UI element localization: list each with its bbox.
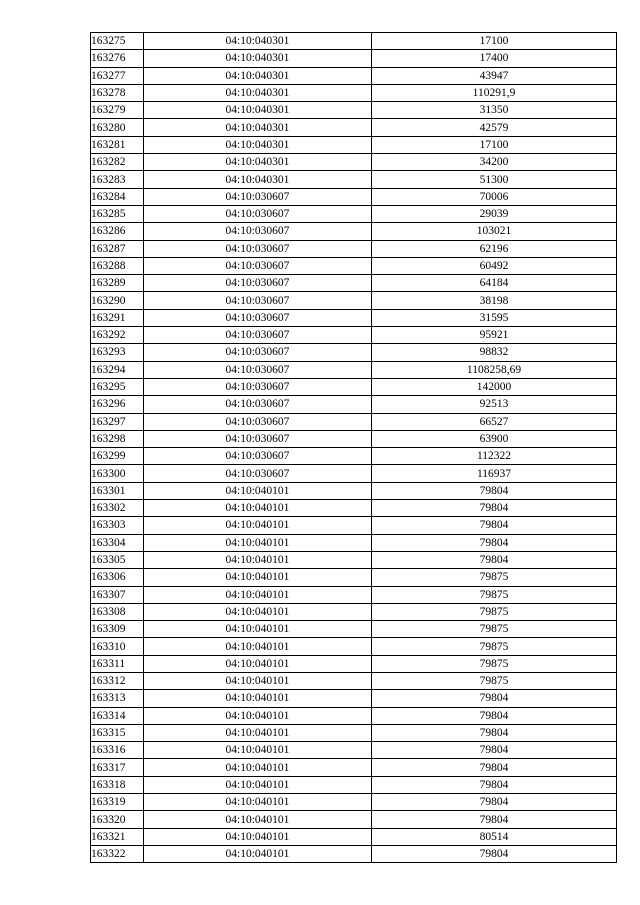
data-table: [90, 32, 617, 863]
cadastral-code-cell: 04:10:040101: [144, 500, 372, 517]
cadastral-code-cell: 04:10:040101: [144, 672, 372, 689]
value-cell: 31350: [372, 102, 617, 119]
value-cell: 79875: [372, 672, 617, 689]
row-id-cell: 163280: [91, 119, 144, 136]
row-id-cell: 163285: [91, 205, 144, 222]
value-cell: 79875: [372, 586, 617, 603]
cadastral-code-cell: 04:10:040101: [144, 482, 372, 499]
table-row: [91, 638, 617, 655]
row-id-cell: 163293: [91, 344, 144, 361]
cadastral-code-cell: 04:10:040101: [144, 690, 372, 707]
row-id-cell: 163289: [91, 275, 144, 292]
value-cell: 34200: [372, 154, 617, 171]
value-cell: 38198: [372, 292, 617, 309]
cadastral-code-cell: 04:10:040101: [144, 724, 372, 741]
table-row: [91, 534, 617, 551]
table-row: [91, 569, 617, 586]
value-cell: 116937: [372, 465, 617, 482]
row-id-cell: 163321: [91, 828, 144, 845]
table-row: [91, 309, 617, 326]
table-row: [91, 690, 617, 707]
table-row: [91, 482, 617, 499]
row-id-cell: 163305: [91, 551, 144, 568]
value-cell: 29039: [372, 205, 617, 222]
table-row: [91, 102, 617, 119]
table-row: [91, 275, 617, 292]
cadastral-code-cell: 04:10:030607: [144, 309, 372, 326]
cadastral-code-cell: 04:10:030607: [144, 223, 372, 240]
value-cell: 79804: [372, 742, 617, 759]
value-cell: 79804: [372, 759, 617, 776]
value-cell: 98832: [372, 344, 617, 361]
table-row: [91, 603, 617, 620]
cadastral-code-cell: 04:10:040301: [144, 84, 372, 101]
table-row: [91, 33, 617, 50]
value-cell: 112322: [372, 448, 617, 465]
cadastral-code-cell: 04:10:040101: [144, 794, 372, 811]
cadastral-code-cell: 04:10:030607: [144, 327, 372, 344]
cadastral-code-cell: 04:10:030607: [144, 275, 372, 292]
row-id-cell: 163315: [91, 724, 144, 741]
table-row: [91, 621, 617, 638]
row-id-cell: 163314: [91, 707, 144, 724]
table-row: [91, 551, 617, 568]
value-cell: 92513: [372, 396, 617, 413]
cadastral-code-cell: 04:10:040101: [144, 828, 372, 845]
table-row: [91, 50, 617, 67]
table-row: [91, 84, 617, 101]
row-id-cell: 163320: [91, 811, 144, 828]
value-cell: 79875: [372, 603, 617, 620]
cadastral-code-cell: 04:10:040101: [144, 551, 372, 568]
table-row: [91, 707, 617, 724]
value-cell: 60492: [372, 257, 617, 274]
value-cell: 42579: [372, 119, 617, 136]
row-id-cell: 163309: [91, 621, 144, 638]
value-cell: 79875: [372, 569, 617, 586]
cadastral-code-cell: 04:10:030607: [144, 188, 372, 205]
row-id-cell: 163301: [91, 482, 144, 499]
cadastral-code-cell: 04:10:040101: [144, 638, 372, 655]
value-cell: 64184: [372, 275, 617, 292]
row-id-cell: 163310: [91, 638, 144, 655]
value-cell: 17400: [372, 50, 617, 67]
row-id-cell: 163286: [91, 223, 144, 240]
cadastral-code-cell: 04:10:040301: [144, 154, 372, 171]
value-cell: 79804: [372, 482, 617, 499]
cadastral-code-cell: 04:10:030607: [144, 465, 372, 482]
value-cell: 17100: [372, 33, 617, 50]
cadastral-code-cell: 04:10:040301: [144, 136, 372, 153]
row-id-cell: 163297: [91, 413, 144, 430]
row-id-cell: 163304: [91, 534, 144, 551]
table-row: [91, 430, 617, 447]
row-id-cell: 163294: [91, 361, 144, 378]
table-row: [91, 413, 617, 430]
value-cell: 79804: [372, 707, 617, 724]
cadastral-code-cell: 04:10:040301: [144, 50, 372, 67]
value-cell: 95921: [372, 327, 617, 344]
value-cell: 79804: [372, 794, 617, 811]
value-cell: 1108258,69: [372, 361, 617, 378]
value-cell: 142000: [372, 378, 617, 395]
cadastral-code-cell: 04:10:040301: [144, 119, 372, 136]
table-row: [91, 378, 617, 395]
table-row: [91, 240, 617, 257]
cadastral-code-cell: 04:10:040101: [144, 707, 372, 724]
row-id-cell: 163288: [91, 257, 144, 274]
row-id-cell: 163298: [91, 430, 144, 447]
cadastral-code-cell: 04:10:040301: [144, 67, 372, 84]
row-id-cell: 163303: [91, 517, 144, 534]
value-cell: 31595: [372, 309, 617, 326]
cadastral-code-cell: 04:10:040101: [144, 655, 372, 672]
cadastral-code-cell: 04:10:040101: [144, 569, 372, 586]
table-row: [91, 794, 617, 811]
row-id-cell: 163308: [91, 603, 144, 620]
value-cell: 79804: [372, 517, 617, 534]
row-id-cell: 163291: [91, 309, 144, 326]
value-cell: 103021: [372, 223, 617, 240]
row-id-cell: 163307: [91, 586, 144, 603]
table-row: [91, 292, 617, 309]
row-id-cell: 163276: [91, 50, 144, 67]
cadastral-code-cell: 04:10:030607: [144, 378, 372, 395]
table-row: [91, 500, 617, 517]
row-id-cell: 163311: [91, 655, 144, 672]
table-row: [91, 845, 617, 862]
table-row: [91, 223, 617, 240]
row-id-cell: 163279: [91, 102, 144, 119]
value-cell: 70006: [372, 188, 617, 205]
value-cell: 79804: [372, 551, 617, 568]
table-row: [91, 448, 617, 465]
cadastral-code-cell: 04:10:030607: [144, 396, 372, 413]
table-row: [91, 759, 617, 776]
value-cell: 110291,9: [372, 84, 617, 101]
table-row: [91, 811, 617, 828]
cadastral-code-cell: 04:10:040101: [144, 586, 372, 603]
table-row: [91, 257, 617, 274]
table-row: [91, 119, 617, 136]
row-id-cell: 163281: [91, 136, 144, 153]
cadastral-code-cell: 04:10:030607: [144, 413, 372, 430]
table-row: [91, 188, 617, 205]
row-id-cell: 163284: [91, 188, 144, 205]
cadastral-code-cell: 04:10:040301: [144, 171, 372, 188]
table-row: [91, 586, 617, 603]
cadastral-code-cell: 04:10:040101: [144, 603, 372, 620]
row-id-cell: 163296: [91, 396, 144, 413]
table-row: [91, 724, 617, 741]
cadastral-code-cell: 04:10:040101: [144, 517, 372, 534]
table-row: [91, 517, 617, 534]
cadastral-code-cell: 04:10:030607: [144, 292, 372, 309]
row-id-cell: 163278: [91, 84, 144, 101]
value-cell: 79804: [372, 776, 617, 793]
value-cell: 79804: [372, 845, 617, 862]
row-id-cell: 163322: [91, 845, 144, 862]
cadastral-code-cell: 04:10:040101: [144, 811, 372, 828]
row-id-cell: 163292: [91, 327, 144, 344]
cadastral-code-cell: 04:10:040101: [144, 759, 372, 776]
value-cell: 51300: [372, 171, 617, 188]
cadastral-code-cell: 04:10:030607: [144, 240, 372, 257]
row-id-cell: 163306: [91, 569, 144, 586]
row-id-cell: 163312: [91, 672, 144, 689]
row-id-cell: 163317: [91, 759, 144, 776]
row-id-cell: 163275: [91, 33, 144, 50]
value-cell: 63900: [372, 430, 617, 447]
table-row: [91, 396, 617, 413]
row-id-cell: 163295: [91, 378, 144, 395]
row-id-cell: 163319: [91, 794, 144, 811]
value-cell: 66527: [372, 413, 617, 430]
table-row: [91, 136, 617, 153]
cadastral-code-cell: 04:10:030607: [144, 448, 372, 465]
value-cell: 79804: [372, 534, 617, 551]
table-row: [91, 361, 617, 378]
cadastral-code-cell: 04:10:040101: [144, 776, 372, 793]
table-row: [91, 655, 617, 672]
cadastral-code-cell: 04:10:040101: [144, 845, 372, 862]
row-id-cell: 163287: [91, 240, 144, 257]
table-row: [91, 205, 617, 222]
cadastral-code-cell: 04:10:040301: [144, 102, 372, 119]
row-id-cell: 163316: [91, 742, 144, 759]
cadastral-code-cell: 04:10:030607: [144, 257, 372, 274]
row-id-cell: 163290: [91, 292, 144, 309]
row-id-cell: 163283: [91, 171, 144, 188]
cadastral-code-cell: 04:10:030607: [144, 430, 372, 447]
value-cell: 79804: [372, 811, 617, 828]
value-cell: 17100: [372, 136, 617, 153]
cadastral-code-cell: 04:10:040101: [144, 534, 372, 551]
table-row: [91, 465, 617, 482]
table-row: [91, 67, 617, 84]
row-id-cell: 163302: [91, 500, 144, 517]
value-cell: 79804: [372, 500, 617, 517]
table-row: [91, 154, 617, 171]
row-id-cell: 163277: [91, 67, 144, 84]
row-id-cell: 163300: [91, 465, 144, 482]
table-row: [91, 828, 617, 845]
table-row: [91, 672, 617, 689]
table-row: [91, 776, 617, 793]
value-cell: 79875: [372, 638, 617, 655]
table-body: [91, 33, 617, 863]
value-cell: 79804: [372, 690, 617, 707]
table-row: [91, 327, 617, 344]
cadastral-code-cell: 04:10:040101: [144, 621, 372, 638]
cadastral-code-cell: 04:10:040101: [144, 742, 372, 759]
value-cell: 79875: [372, 655, 617, 672]
value-cell: 79804: [372, 724, 617, 741]
cadastral-code-cell: 04:10:030607: [144, 361, 372, 378]
row-id-cell: 163282: [91, 154, 144, 171]
table-row: [91, 344, 617, 361]
cadastral-code-cell: 04:10:030607: [144, 205, 372, 222]
value-cell: 80514: [372, 828, 617, 845]
value-cell: 62196: [372, 240, 617, 257]
row-id-cell: 163299: [91, 448, 144, 465]
value-cell: 43947: [372, 67, 617, 84]
table-row: [91, 171, 617, 188]
row-id-cell: 163318: [91, 776, 144, 793]
value-cell: 79875: [372, 621, 617, 638]
row-id-cell: 163313: [91, 690, 144, 707]
cadastral-code-cell: 04:10:030607: [144, 344, 372, 361]
cadastral-code-cell: 04:10:040301: [144, 33, 372, 50]
table-row: [91, 742, 617, 759]
